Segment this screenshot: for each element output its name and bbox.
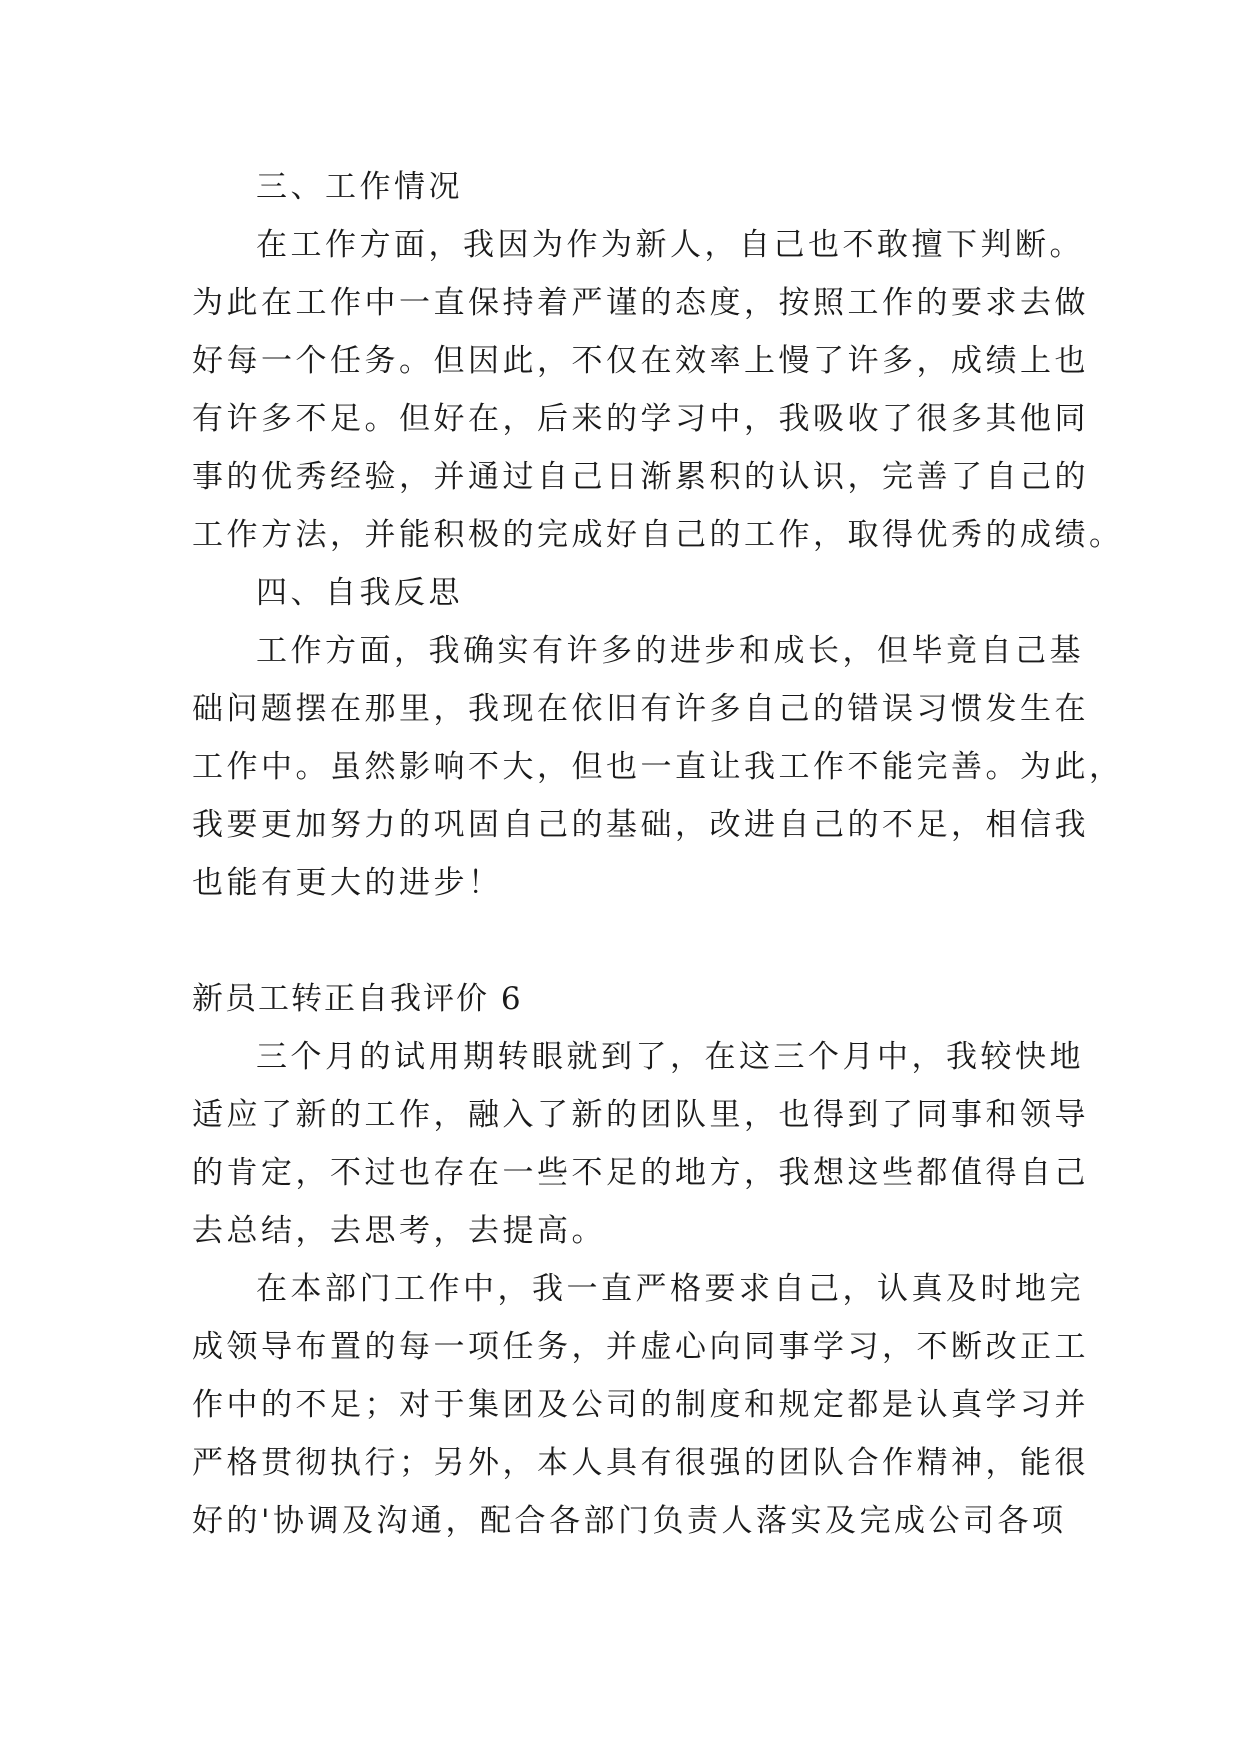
paragraph-line: 有许多不足。但好在，后来的学习中，我吸收了很多其他同	[192, 401, 1089, 437]
paragraph-line: 事的优秀经验，并通过自己日渐累积的认识，完善了自己的	[192, 459, 1089, 495]
paragraph-line: 工作方面，我确实有许多的进步和成长，但毕竟自己基	[256, 633, 1084, 669]
paragraph-line: 的肯定，不过也存在一些不足的地方，我想这些都值得自己	[192, 1155, 1089, 1191]
paragraph-line: 严格贯彻执行；另外，本人具有很强的团队合作精神，能很	[192, 1445, 1089, 1481]
paragraph-line: 适应了新的工作，融入了新的团队里，也得到了同事和领导	[192, 1097, 1089, 1133]
paragraph-line: 作中的不足；对于集团及公司的制度和规定都是认真学习并	[192, 1387, 1089, 1423]
paragraph-line: 工作方法，并能积极的完成好自己的工作，取得优秀的成绩。	[192, 517, 1124, 553]
section-heading-work: 三、工作情况	[256, 169, 463, 205]
paragraph-line: 去总结，去思考，去提高。	[192, 1213, 606, 1249]
paragraph-line: 工作中。虽然影响不大，但也一直让我工作不能完善。为此，	[192, 749, 1124, 785]
paragraph-line: 础问题摆在那里，我现在依旧有许多自己的错误习惯发生在	[192, 691, 1089, 727]
document-body	[192, 158, 1124, 1550]
paragraph-line: 也能有更大的进步！	[192, 865, 503, 901]
paragraph-line: 好每一个任务。但因此，不仅在效率上慢了许多，成绩上也	[192, 343, 1089, 379]
paragraph-line: 好的'协调及沟通，配合各部门负责人落实及完成公司各项	[192, 1503, 1067, 1539]
paragraph-line: 三个月的试用期转眼就到了，在这三个月中，我较快地	[256, 1039, 1084, 1075]
paragraph-line: 在工作方面，我因为作为新人，自己也不敢擅下判断。	[256, 227, 1084, 263]
paragraph-line: 成领导布置的每一项任务，并虚心向同事学习，不断改正工	[192, 1329, 1089, 1365]
article-title: 新员工转正自我评价 6	[192, 981, 523, 1017]
section-heading-reflection: 四、自我反思	[256, 575, 463, 611]
section-spacer	[192, 912, 1052, 970]
paragraph-line: 我要更加努力的巩固自己的基础，改进自己的不足，相信我	[192, 807, 1089, 843]
paragraph-line: 在本部门工作中，我一直严格要求自己，认真及时地完	[256, 1271, 1084, 1307]
paragraph-line: 为此在工作中一直保持着严谨的态度，按照工作的要求去做	[192, 285, 1089, 321]
